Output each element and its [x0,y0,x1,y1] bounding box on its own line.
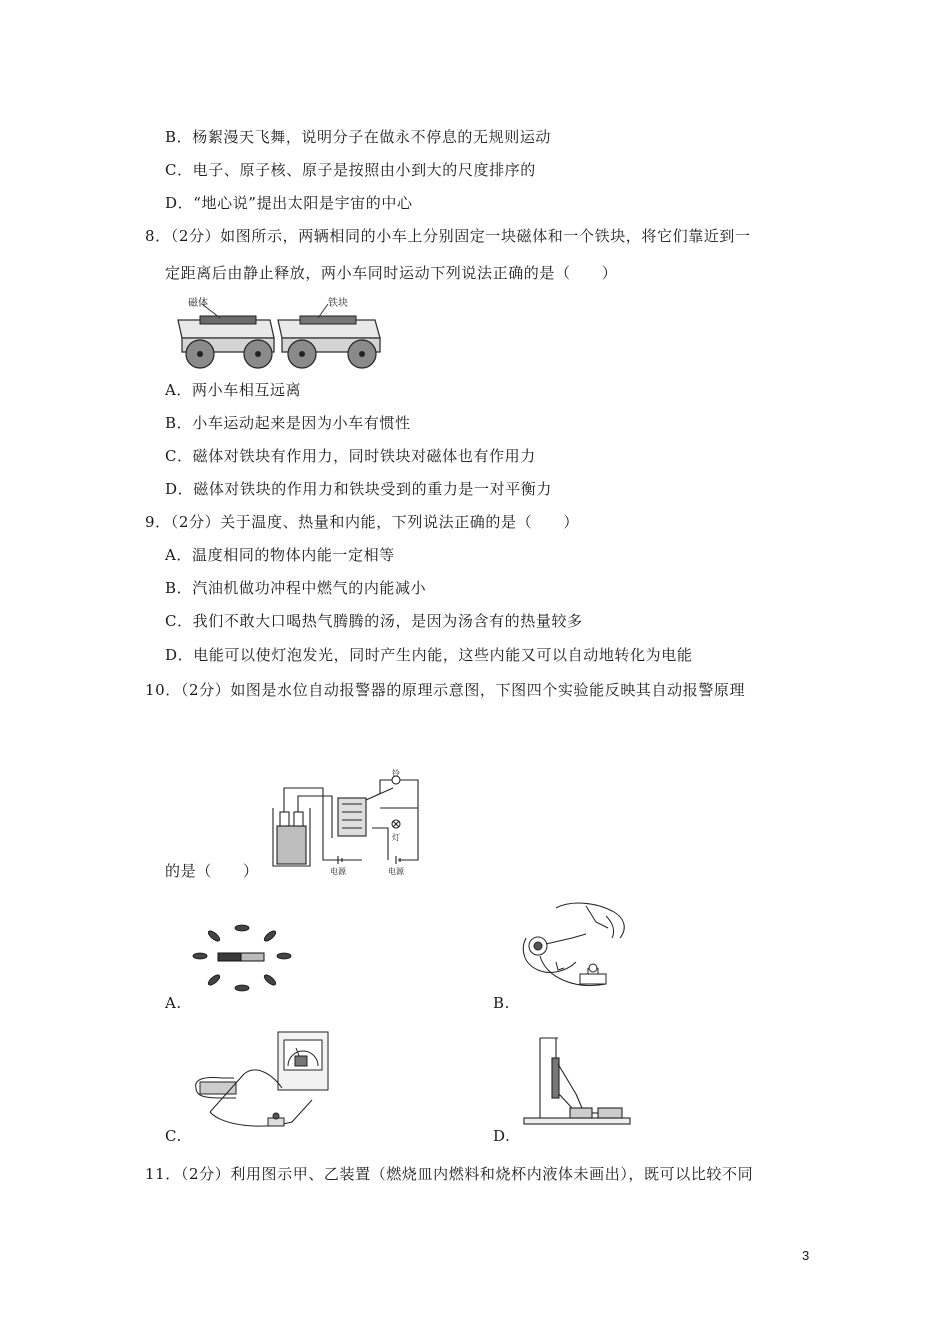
q11-stem-line1: 11．（2分）利用图示甲、乙装置（燃烧皿内燃料和烧杯内液体未画出），既可以比较不同 [145,1165,754,1183]
q8-magnet-label: 磁体 [188,298,208,309]
page-number: 3 [802,1248,810,1263]
q9-option-c: C．我们不敢大口喝热气腾腾的汤，是因为汤含有的热量较多 [165,612,583,630]
q10-option-c-label: C. [165,1127,182,1145]
q10-stem-line2: 的是（ ） [165,862,259,880]
q8-option-a: A．两小车相互远离 [165,381,302,399]
q10-option-a-figure [192,918,292,996]
q8-cars-figure [170,294,390,370]
q7-option-c: C．电子、原子核、原子是按照由小到大的尺度排序的 [165,161,536,179]
q9-option-b: B．汽油机做功冲程中燃气的内能减小 [165,579,427,597]
q10-option-d-figure [522,1034,634,1126]
q8-option-c: C．磁体对铁块有作用力，同时铁块对磁体也有作用力 [165,447,536,465]
q10-source1-label: 电源 [330,867,346,876]
q10-source2-label: 电源 [388,867,404,876]
q10-option-b-label: B. [493,994,510,1012]
q8-option-d: D．磁体对铁块的作用力和铁块受到的重力是一对平衡力 [165,480,553,498]
q8-option-b: B．小车运动起来是因为小车有惯性 [165,414,411,432]
q7-option-b: B．杨絮漫天飞舞，说明分子在做永不停息的无规则运动 [165,128,552,146]
q10-option-a-label: A. [165,994,182,1012]
q10-bell-label: 铃 [392,769,400,778]
q9-stem: 9．（2分）关于温度、热量和内能，下列说法正确的是（ ） [145,513,579,531]
q7-option-d: D．“地心说”提出太阳是宇宙的中心 [165,194,413,212]
q10-alarm-diagram [268,768,424,876]
q8-iron-label: 铁块 [328,298,348,309]
q8-stem-line2: 定距离后由静止释放，两小车同时运动下列说法正确的是（ ） [165,264,618,282]
q10-stem-line1: 10．（2分）如图是水位自动报警器的原理示意图，下图四个实验能反映其自动报警原理 [145,681,746,699]
q8-stem-line1: 8．（2分）如图所示，两辆相同的小车上分别固定一块磁体和一个铁块，将它们靠近到一 [145,227,751,245]
q10-lamp-label: 灯 [392,833,400,842]
q10-option-c-figure [192,1030,332,1132]
q9-option-d: D．电能可以使灯泡发光，同时产生内能，这些内能又可以自动地转化为电能 [165,646,693,664]
q9-option-a: A．温度相同的物体内能一定相等 [165,546,395,564]
q10-option-b-figure [516,898,634,996]
q10-option-d-label: D. [493,1127,511,1145]
